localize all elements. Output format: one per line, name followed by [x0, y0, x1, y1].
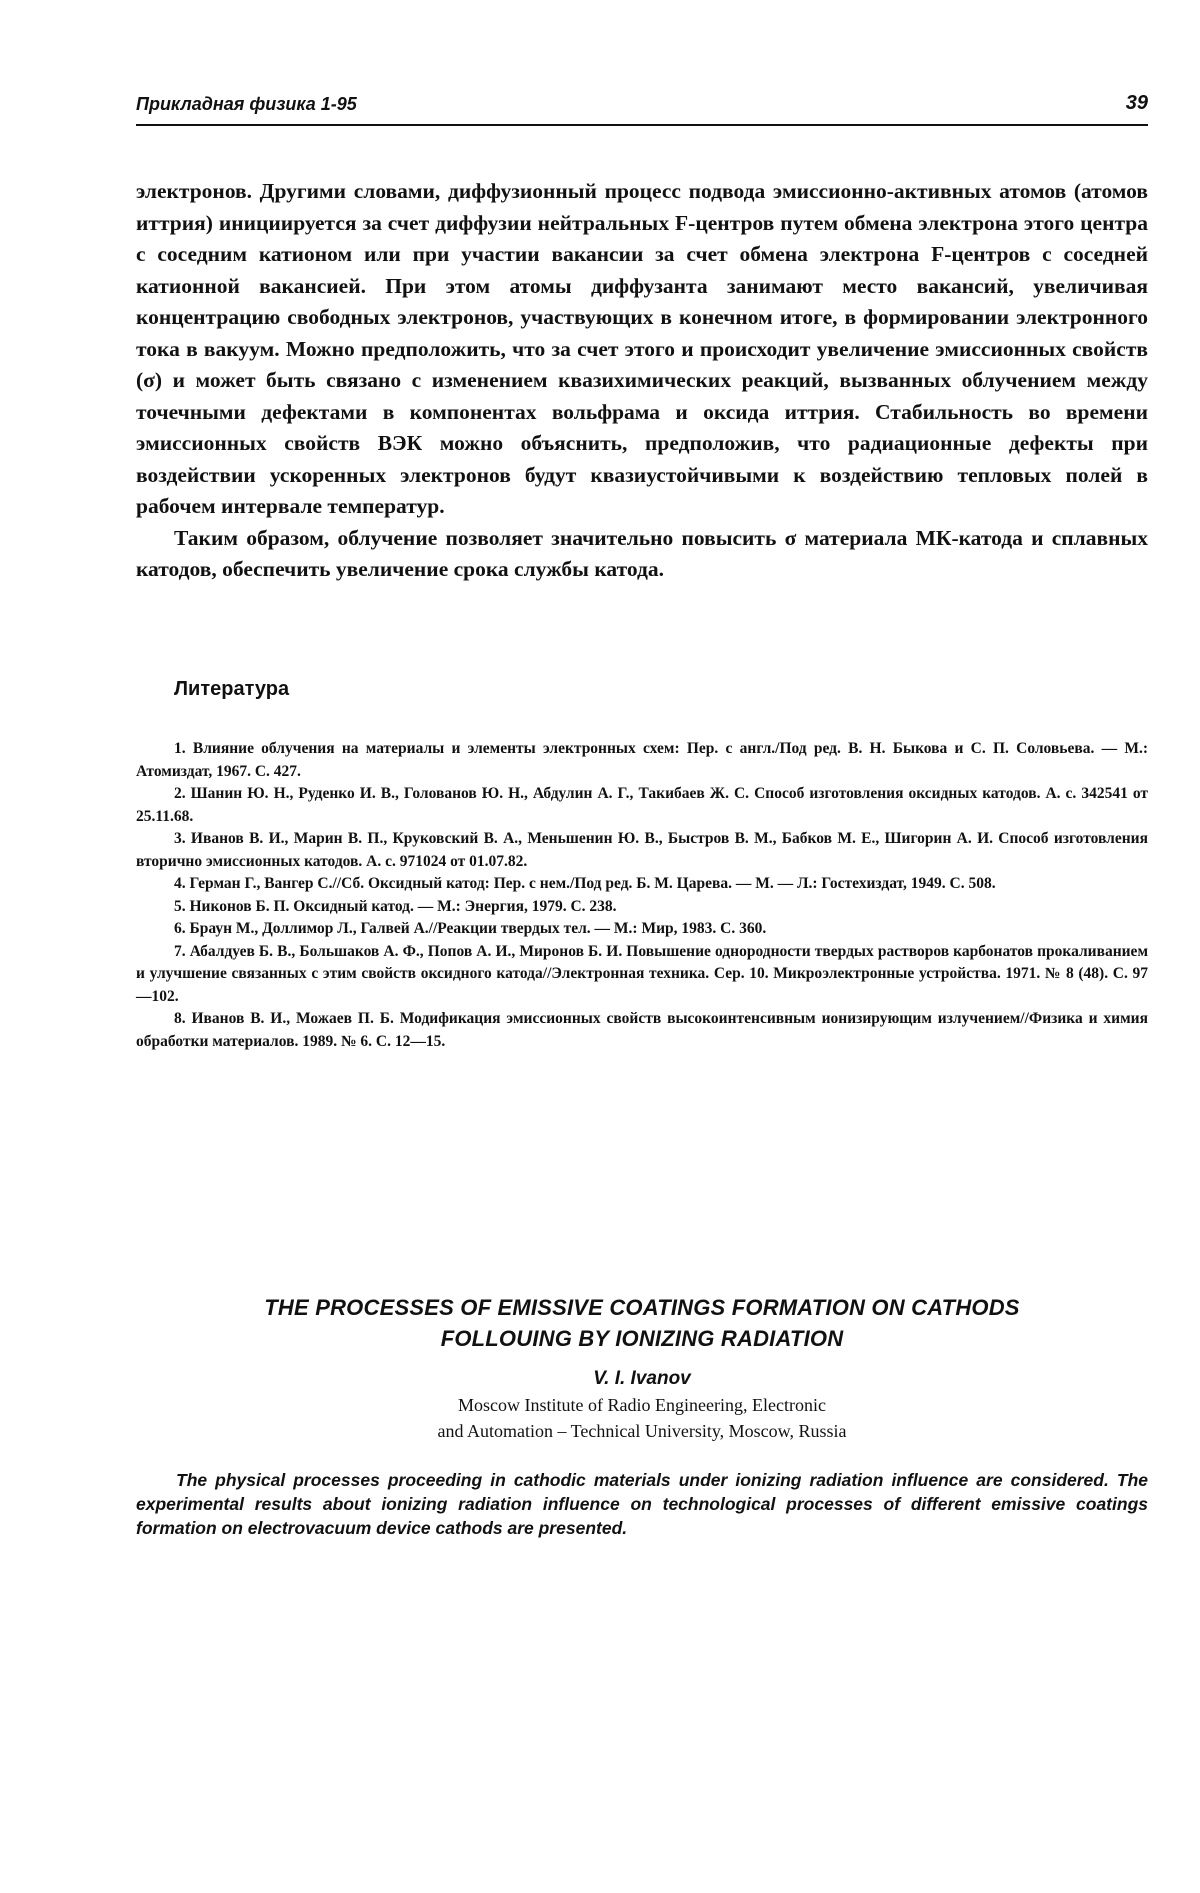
english-summary [136, 1292, 1148, 1540]
english-title-line-2: FOLLOUING BY IONIZING RADIATION [440, 1326, 844, 1351]
reference-item-6: 6. Браун М., Доллимор Л., Галвей А.//Реакции твердых тел. — М.: Мир, 1983. С. 360. [174, 920, 767, 937]
english-author: V. I. Ivanov [593, 1368, 691, 1389]
reference-item-5: 5. Никонов Б. П. Оксидный катод. — М.: Энергия, 1979. С. 238. [174, 897, 617, 915]
running-title: Прикладная физика 1-95 [136, 94, 357, 114]
reference-item-4: 4. Герман Г., Вангер С.//Сб. Оксидный катод: Пер. с нем./Под ред. Б. М. Царева. — М. — Л.: Гостехиздат, 1949. С. 508. [174, 875, 996, 892]
affiliation-line-2: and Automation – Technical University, Moscow, Russia [437, 1421, 847, 1441]
references-heading: Литература [174, 678, 290, 700]
reference-item-7: 7. Абалдуев Б. В., Большаков А. Ф., Попов А. И., Миронов Б. И. Повышение однородности твердых растворов карбонатов прокаливанием и улучшение связанных с этим свойств оксидного катода//Электронная техника. Сер. 10. Микроэлектронные устройства. 1971. № 8 (48). С. 97—102. [136, 942, 1148, 1005]
english-title [156, 1292, 1128, 1354]
references-list [136, 738, 1148, 1053]
body-paragraph-1: электронов. Другими словами, диффузионный процесс подвода эмиссионно-активных атомов (атомов иттрия) инициируется за счет диффузии нейтральных F-центров путем обмена электрона этого центра с соседним катионом или при участии вакансии за счет обмена электрона F-центров с соседней катионной вакансией. При этом атомы диффузанта занимают место вакансий, увеличивая концентрацию свободных электронов, участвующих в конечном итоге, в формировании электронного тока в вакуум. Можно предположить, что за счет этого и происходит увеличение эмиссионных свойств (σ) и может быть связано с изменением квазихимических реакций, вызванных облучением между точечными дефектами в компонентах вольфрама и оксида иттрия. Стабильность во времени эмиссионных свойств ВЭК можно объяснить, предположив, что радиационные дефекты при воздействии ускоренных электронов будут квазиустойчивыми к воздействию тепловых полей в рабочем интервале температур. [136, 179, 1148, 518]
english-abstract: The physical processes proceeding in cathodic materials under ionizing radiation influence are considered. The experimental results about ionizing radiation influence on technological processes of different emissive coatings formation on electrovacuum device cathods are presented. [136, 1470, 1148, 1538]
reference-item-1: 1. Влияние облучения на материалы и элементы электронных схем: Пер. с англ./Под ред. В. Н. Быкова и С. П. Соловьева. — М.: Атомиздат, 1967. С. 427. [136, 740, 1148, 780]
affiliation-line-1: Moscow Institute of Radio Engineering, Electronic [458, 1395, 826, 1415]
english-affiliation [136, 1392, 1148, 1444]
page-number: 39 [1125, 92, 1148, 114]
body-paragraph-2: Таким образом, облучение позволяет значительно повысить σ материала МК-катода и сплавных катодов, обеспечить увеличение срока службы катода. [136, 525, 1148, 581]
running-head [136, 92, 1148, 126]
reference-item-2: 2. Шанин Ю. Н., Руденко И. В., Голованов Ю. Н., Абдулин А. Г., Такибаев Ж. С. Способ изготовления оксидных катодов. А. с. 342541 от 25.11.68. [136, 785, 1148, 825]
english-title-line-1: THE PROCESSES OF EMISSIVE COATINGS FORMATION ON CATHODS [264, 1295, 1020, 1320]
reference-item-3: 3. Иванов В. И., Марин В. П., Круковский В. А., Меньшенин Ю. В., Быстров В. М., Бабков М. Е., Шигорин А. И. Способ изготовления вторично эмиссионных катодов. А. с. 971024 от 01.07.82. [136, 830, 1148, 870]
body-text [136, 176, 1148, 586]
reference-item-8: 8. Иванов В. И., Можаев П. Б. Модификация эмиссионных свойств высокоинтенсивным ионизирующим излучением//Физика и химия обработки материалов. 1989. № 6. С. 12—15. [136, 1010, 1148, 1050]
